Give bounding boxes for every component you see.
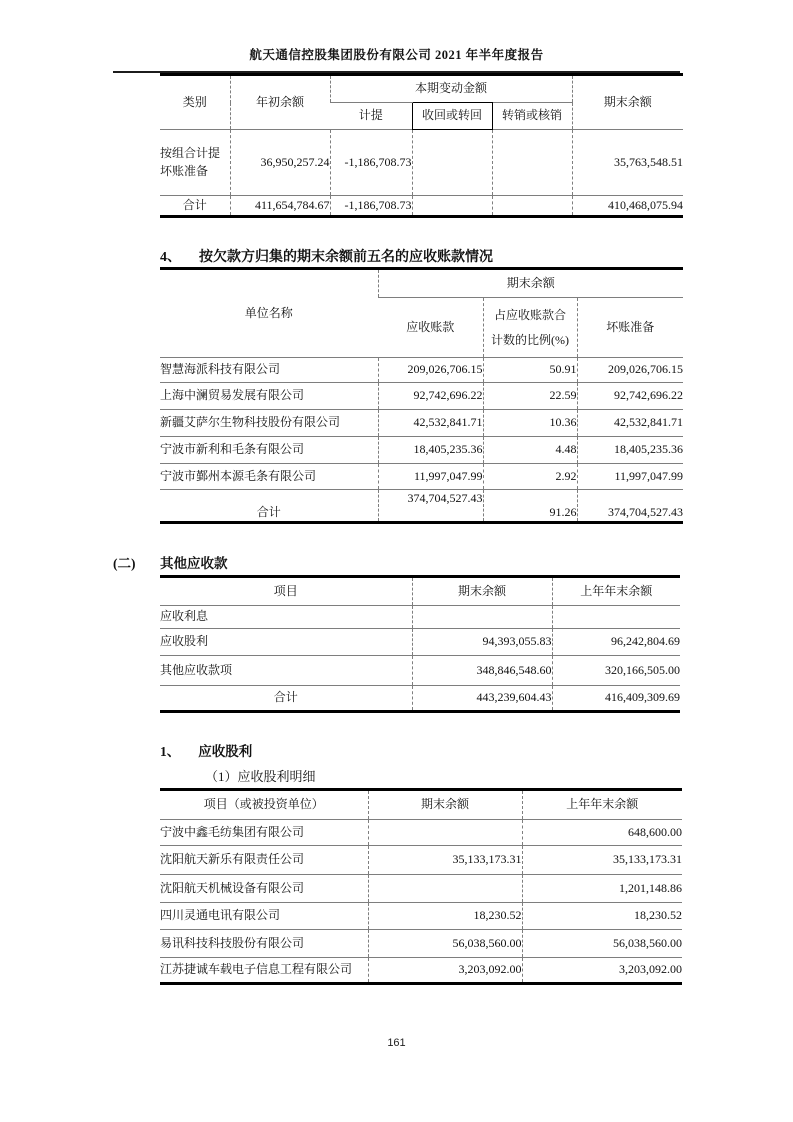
- bad-debt-provision-table: [160, 73, 683, 218]
- cell-closing: 443,239,604.43: [412, 686, 552, 712]
- cell-closing: [412, 606, 552, 629]
- cell-accounts-receivable: 209,026,706.15: [378, 358, 483, 383]
- cell-item: 四川灵通电讯有限公司: [160, 903, 368, 930]
- table-row: [160, 930, 682, 958]
- col-write-off: 转销或核销: [492, 103, 572, 130]
- cell-opening: 411,654,784.67: [230, 196, 330, 217]
- cell-opening: 36,950,257.24: [230, 130, 330, 196]
- cell-unit-name: 上海中澜贸易发展有限公司: [160, 383, 378, 410]
- cell-provision: 92,742,696.22: [577, 383, 683, 410]
- cell-prior: 3,203,092.00: [522, 958, 682, 984]
- col-item: 项目（或被投资单位）: [203, 797, 324, 812]
- table-row: [160, 410, 683, 437]
- total-row: [160, 686, 680, 712]
- cell-closing: 35,133,173.31: [368, 846, 522, 875]
- other-receivables-table: [160, 575, 680, 713]
- col-current-change-group: 本期变动金额: [330, 75, 572, 103]
- cell-provision: 11,997,047.99: [577, 464, 683, 490]
- cell-accounts-receivable: 11,997,047.99: [378, 464, 483, 490]
- cell-closing: 3,203,092.00: [368, 958, 522, 984]
- cell-item: 江苏捷诚车载电子信息工程有限公司: [160, 958, 368, 984]
- cell-ratio: 50.91: [483, 358, 577, 383]
- col-ratio: [483, 298, 577, 358]
- top5-receivables-table: [160, 267, 683, 524]
- cell-prior: 320,166,505.00: [552, 656, 680, 686]
- cell-unit-name: 合计: [160, 490, 378, 523]
- section-other-receivables-heading: [113, 555, 680, 573]
- cell-prior: 56,038,560.00: [522, 930, 682, 958]
- cell-accounts-receivable: 92,742,696.22: [378, 383, 483, 410]
- cell-closing: [368, 875, 522, 903]
- page-number: 161: [387, 1037, 406, 1049]
- cell-item: 合计: [160, 686, 412, 712]
- col-unit-name: 单位名称: [244, 305, 293, 320]
- section-number: 4、: [160, 250, 181, 265]
- provision-row: [160, 130, 683, 196]
- cell-closing: 56,038,560.00: [368, 930, 522, 958]
- cell-item: 沈阳航天新乐有限责任公司: [160, 846, 368, 875]
- table-header-row: [160, 577, 680, 606]
- cell-ratio: 22.59: [483, 383, 577, 410]
- cell-provision: 374,704,527.43: [577, 490, 683, 523]
- cell-prior: 18,230.52: [522, 903, 682, 930]
- cell-provision: 209,026,706.15: [577, 358, 683, 383]
- table-header-row: [160, 269, 683, 298]
- cell-prior: 96,242,804.69: [552, 629, 680, 656]
- ratio-header-line2: 计数的比例(%): [491, 332, 569, 347]
- col-accrual: 计提: [330, 103, 412, 130]
- cell-category: 合计: [160, 196, 230, 217]
- table-row: [160, 846, 682, 875]
- col-prior-year-balance: 上年年末余额: [522, 790, 682, 820]
- cell-closing: 348,846,548.60: [412, 656, 552, 686]
- col-accounts-receivable: 应收账款: [378, 298, 483, 358]
- cell-unit-name: 智慧海派科技有限公司: [160, 358, 378, 383]
- cell-item: 易讯科技科技股份有限公司: [160, 930, 368, 958]
- dividends-receivable-table: [160, 788, 682, 985]
- report-header-title: 航天通信控股集团股份有限公司 2021 年半年度报告: [249, 48, 544, 62]
- cell-prior: 416,409,309.69: [552, 686, 680, 712]
- table-header-row: [160, 790, 682, 820]
- table-row: [160, 606, 680, 629]
- cell-ratio: 10.36: [483, 410, 577, 437]
- cell-item: 应收利息: [160, 606, 412, 629]
- cell-accounts-receivable: 374,704,527.43: [378, 490, 483, 523]
- cell-item: 沈阳航天机械设备有限公司: [160, 875, 368, 903]
- section-title: 应收股利: [198, 744, 253, 759]
- col-closing-balance: 期末余额: [412, 577, 552, 606]
- content-area: [113, 0, 684, 1049]
- cell-category: 按组合计提坏账准备: [160, 130, 230, 196]
- cell-closing: [368, 820, 522, 846]
- col-recovery: 收回或转回: [412, 103, 492, 130]
- cell-ratio: 2.92: [483, 464, 577, 490]
- table-row: [160, 358, 683, 383]
- table-row: [160, 820, 682, 846]
- cell-prior: 648,600.00: [522, 820, 682, 846]
- cell-closing: 410,468,075.94: [572, 196, 683, 217]
- table-row: [160, 383, 683, 410]
- cell-provision: 42,532,841.71: [577, 410, 683, 437]
- col-item: 项目: [273, 583, 298, 598]
- cell-item: 其他应收款项: [160, 656, 412, 686]
- cell-accounts-receivable: 42,532,841.71: [378, 410, 483, 437]
- col-prior-year-balance: 上年年末余额: [552, 577, 680, 606]
- cell-accounts-receivable: 18,405,235.36: [378, 437, 483, 464]
- col-opening-balance: 年初余额: [230, 75, 330, 130]
- cell-prior: 35,133,173.31: [522, 846, 682, 875]
- table-row: [160, 958, 682, 984]
- cell-prior: 1,201,148.86: [522, 875, 682, 903]
- cell-closing: 35,763,548.51: [572, 130, 683, 196]
- table-row: [160, 464, 683, 490]
- table-header-row: [160, 75, 683, 103]
- col-bad-debt-provision: 坏账准备: [577, 298, 683, 358]
- cell-recovery: [412, 196, 492, 217]
- ratio-header-line1: 占应收账款合: [493, 307, 566, 322]
- cell-unit-name: 新疆艾萨尔生物科技股份有限公司: [160, 410, 378, 437]
- section-top5-heading: [160, 248, 680, 267]
- col-closing-balance: 期末余额: [572, 75, 683, 130]
- cell-ratio: 91.26: [483, 490, 577, 523]
- cell-closing: 94,393,055.83: [412, 629, 552, 656]
- section-number: (二): [113, 556, 136, 571]
- col-category: 类别: [182, 94, 207, 109]
- section-title: 其他应收款: [160, 556, 228, 571]
- cell-prior: [552, 606, 680, 629]
- table-row: [160, 875, 682, 903]
- cell-accrual: -1,186,708.73: [330, 196, 412, 217]
- total-row: [160, 196, 683, 217]
- total-row: [160, 490, 683, 523]
- cell-provision: 18,405,235.36: [577, 437, 683, 464]
- section-dividends-heading: [160, 742, 680, 761]
- cell-item: 应收股利: [160, 629, 412, 656]
- dividends-detail-subtitle: （1）应收股利明细: [205, 769, 316, 784]
- cell-unit-name: 宁波市新利和毛条有限公司: [160, 437, 378, 464]
- col-closing-balance-group: 期末余额: [378, 269, 683, 298]
- table-row: [160, 437, 683, 464]
- cell-write-off: [492, 196, 572, 217]
- cell-closing: 18,230.52: [368, 903, 522, 930]
- col-closing-balance: 期末余额: [368, 790, 522, 820]
- cell-item: 宁波中鑫毛纺集团有限公司: [160, 820, 368, 846]
- section-number: 1、: [160, 744, 181, 759]
- cell-unit-name: 宁波市鄞州本源毛条有限公司: [160, 464, 378, 490]
- cell-recovery: [412, 130, 492, 196]
- table-row: [160, 656, 680, 686]
- cell-accrual: -1,186,708.73: [330, 130, 412, 196]
- cell-write-off: [492, 130, 572, 196]
- section-title: 按欠款方归集的期末余额前五名的应收账款情况: [199, 250, 493, 265]
- cell-ratio: 4.48: [483, 437, 577, 464]
- table-row: [160, 903, 682, 930]
- table-row: [160, 629, 680, 656]
